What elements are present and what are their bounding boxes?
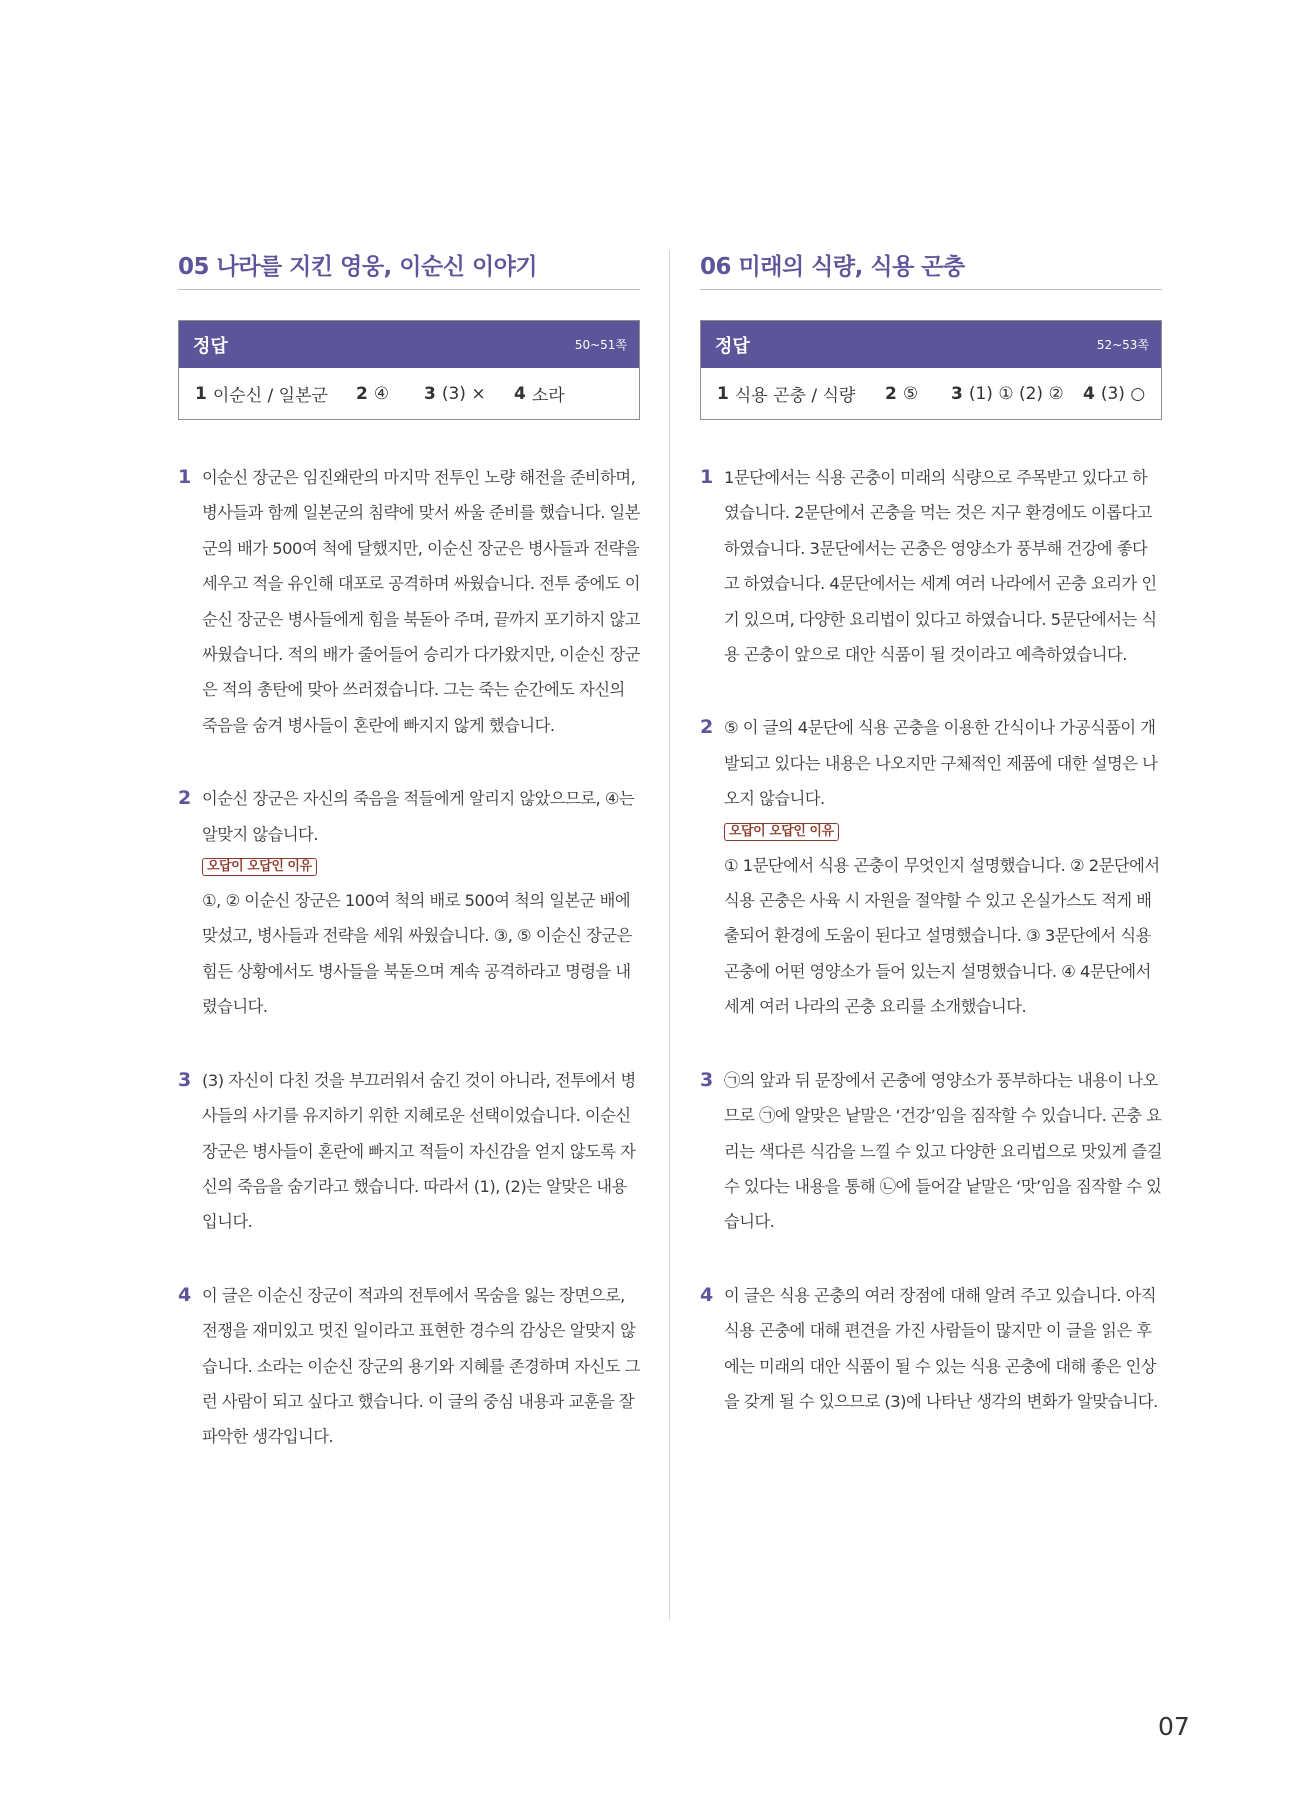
wrong-answer-reason-badge: 오답이 오답인 이유 [724,823,839,841]
section-title: 05 나라를 지킨 영웅, 이순신 이야기 [178,248,640,290]
answer-4: 4 (3) ○ [1083,383,1146,404]
item-number: 3 [178,1068,192,1091]
item-text: 이 글은 식용 곤충의 여러 장점에 대해 알려 주고 있습니다. 아직 식용 곤충에 대해 편견을 가진 사람들이 많지만 이 글을 읽은 후에는 미래의 대안 식품이 될 수 있는 식용 곤충에 대해 좋은 인상을 갖게 될 수 있으므로 (3)에 나타난 생각의 변화가 알맞습니다. [724,1285,1158,1411]
explanation-item [178,1278,640,1455]
item-text: 이순신 장군은 임진왜란의 마지막 전투인 노량 해전을 준비하며, 병사들과 함께 일본군의 침략에 맞서 싸울 준비를 했습니다. 일본군의 배가 500여 척에 달했지만, 이순신 장군은 병사들과 전략을 세우고 적을 유인해 대포로 공격하며 싸웠습니다. 전투 중에도 이순신 장군은 병사들에게 힘을 북돋아 주며, 끝까지 포기하지 않고 싸웠습니다. 적의 배가 줄어들어 승리가 다가왔지만, 이순신 장군은 적의 총탄에 맞아 쓰러졌습니다. 그는 죽는 순간에도 자신의 죽음을 숨겨 병사들이 혼란에 빠지지 않게 했습니다. [202,468,641,735]
answer-label: 정답 [715,335,750,357]
explanation-item [700,710,1162,1024]
page-range: 50~51쪽 [574,338,627,352]
answer-2: 2 ⑤ [885,383,919,404]
answer-box [700,320,1162,420]
answer-header [701,321,1161,368]
explanation-item [178,781,640,1024]
item-extra-text: ①, ② 이순신 장군은 100여 척의 배로 500여 척의 일본군 배에 맞섰고, 병사들과 전략을 세워 싸웠습니다. ③, ⑤ 이순신 장군은 힘든 상황에서도 병사들을 북돋으며 계속 공격하라고 명령을 내렸습니다. [202,891,632,1017]
wrong-answer-reason-badge: 오답이 오답인 이유 [202,858,317,876]
explanations [700,460,1162,1419]
answer-4: 4 소라 [514,383,565,406]
column-divider [669,250,670,1620]
item-number: 1 [178,466,192,488]
item-text: 이 글은 이순신 장군이 적과의 전투에서 목숨을 잃는 장면으로, 전쟁을 재미있고 멋진 일이라고 표현한 경수의 감상은 알맞지 않습니다. 소라는 이순신 장군의 용기와 지혜를 존경하며 자신도 그런 사람이 되고 싶다고 했습니다. 이 글의 중심 내용과 교훈을 잘 파악한 생각입니다. [202,1285,641,1447]
item-extra-text: ① 1문단에서 식용 곤충이 무엇인지 설명했습니다. ② 2문단에서 식용 곤충은 사육 시 자원을 절약할 수 있고 온실가스도 적게 배출되어 환경에 도움이 된다고 설명했습니다. ③ 3문단에서 식용 곤충에 어떤 영양소가 들어 있는지 설명했습니다. ④ 4문단에서 세계 여러 나라의 곤충 요리를 소개했습니다. [724,855,1160,1017]
answer-header [179,321,639,368]
item-number: 2 [700,716,714,739]
section-title: 06 미래의 식량, 식용 곤충 [700,248,1162,290]
page-range: 52~53쪽 [1096,338,1149,352]
answer-box [178,320,640,420]
left-column [178,248,640,1493]
answer-3: 3 (1) ① (2) ② [951,383,1064,404]
item-text: 이순신 장군은 자신의 죽음을 적들에게 알리지 않았으므로, ④는 알맞지 않습니다. [202,789,635,844]
page-number: 07 [1158,1712,1190,1741]
answer-1: 1 이순신 / 일본군 [195,383,328,406]
item-number: 4 [700,1283,714,1306]
right-column [700,248,1162,1457]
answer-3: 3 (3) × [424,383,486,404]
explanation-item [700,460,1162,672]
explanation-item [700,1063,1162,1240]
explanation-item [178,1063,640,1240]
answer-row [179,368,639,419]
explanation-item [700,1278,1162,1420]
item-number: 2 [178,787,192,810]
item-number: 1 [700,466,714,488]
answer-label: 정답 [193,335,228,357]
item-text: ㉠의 앞과 뒤 문장에서 곤충에 영양소가 풍부하다는 내용이 나오므로 ㉠에 알맞은 낱말은 ‘건강’임을 짐작할 수 있습니다. 곤충 요리는 색다른 식감을 느낄 수 있고 다양한 요리법으로 맛있게 즐길 수 있다는 내용을 통해 ㉡에 들어갈 낱말은 ‘맛’임을 짐작할 수 있습니다. [724,1070,1163,1232]
explanations [178,460,640,1455]
answer-row [701,368,1161,419]
answer-2: 2 ④ [356,383,390,404]
answer-1: 1 식용 곤충 / 식량 [717,383,856,406]
item-text: ⑤ 이 글의 4문단에 식용 곤충을 이용한 간식이나 가공식품이 개발되고 있다는 내용은 나오지만 구체적인 제품에 대한 설명은 나오지 않습니다. [724,718,1158,809]
explanation-item [178,460,640,743]
item-text: 1문단에서는 식용 곤충이 미래의 식량으로 주목받고 있다고 하였습니다. 2문단에서 곤충을 먹는 것은 지구 환경에도 이롭다고 하였습니다. 3문단에서는 곤충은 영양소가 풍부해 건강에 좋다고 하였습니다. 4문단에서는 세계 여러 나라에서 곤충 요리가 인기 있으며, 다양한 요리법이 있다고 하였습니다. 5문단에서는 식용 곤충이 앞으로 대안 식품이 될 것이라고 예측하였습니다. [724,468,1157,665]
item-text: (3) 자신이 다친 것을 부끄러워서 숨긴 것이 아니라, 전투에서 병사들의 사기를 유지하기 위한 지혜로운 선택이었습니다. 이순신 장군은 병사들이 혼란에 빠지고 적들이 자신감을 얻지 않도록 자신의 죽음을 숨기라고 했습니다. 따라서 (1), (2)는 알맞은 내용입니다. [202,1070,636,1232]
item-number: 3 [700,1068,714,1091]
item-number: 4 [178,1283,192,1306]
